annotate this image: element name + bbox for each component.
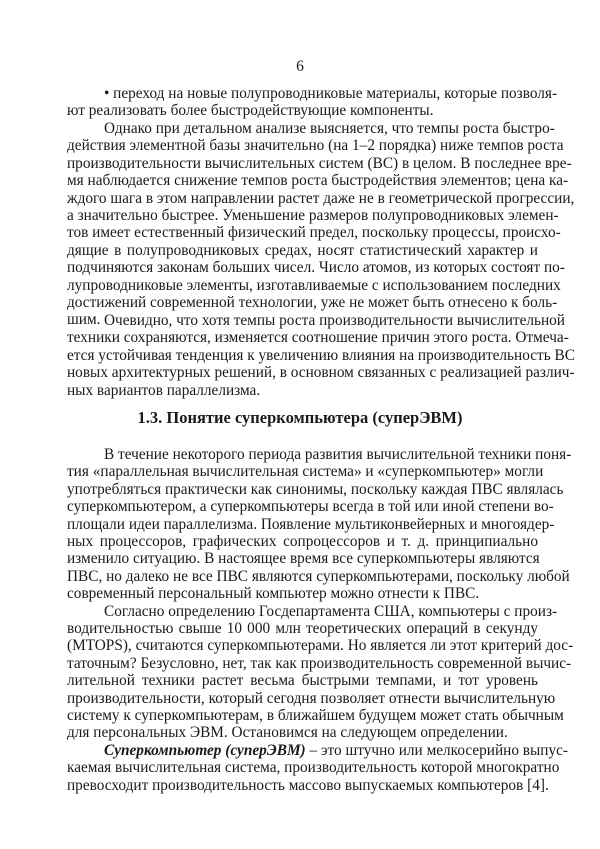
text-line: производительности, который сегодня позволяет отнести вычислительную [67, 689, 556, 707]
text-line: • переход на новые полупроводниковые материалы, которые позволя- [104, 85, 558, 102]
section-heading: 1.3. Понятие суперкомпьютера (суперЭВМ) [137, 408, 463, 427]
text-line: площали идеи параллелизма. Появление мультиконвейерных и многоядер- [67, 515, 555, 533]
text-line: производительности вычислительных систем (ВС) в целом. В последнее вре- [67, 154, 572, 172]
text-line: каемая вычислительная система, производительность которой многократно [67, 759, 560, 777]
text-line: (MTOPS), считаются суперкомпьютерами. Но является ли этот критерий дос- [67, 637, 574, 655]
text-line: шим. [67, 311, 101, 329]
text-line: ют реализовать более быстродействующие компоненты. [67, 102, 434, 120]
text-line: достижений современной технологии, уже не может быть отнесено к боль- [67, 293, 558, 311]
text-line: тия «параллельная вычислительная система» и «суперкомпьютер» могли [67, 463, 544, 481]
text-line: Согласно определению Госдепартамента США, компьютеры с произ- [104, 602, 558, 620]
text-line: действия элементной базы значительно (на 1–2 порядка) ниже темпов роста [67, 137, 564, 155]
paragraph-1 [67, 120, 575, 329]
text-line: ных вариантов параллелизма. [67, 381, 261, 399]
text-line: подчиняются законам больших чисел. Число атомов, из которых состоят по- [67, 259, 565, 277]
text-line: систему к суперкомпьютерам, в ближайшем будущем может стать обычным [67, 706, 564, 724]
text-line: а значительно быстрее. Уменьшение размеров полупроводниковых элемен- [67, 206, 559, 224]
text-line: превосходит производительность массово выпускаемых компьютеров [4]. [67, 776, 549, 794]
text-line: ПВС, но далеко не все ПВС являются суперкомпьютерами, поскольку любой [67, 567, 570, 585]
page-number: 6 [296, 58, 304, 75]
paragraph-definition [67, 741, 569, 794]
text-line: водительностью свыше 10 000 млн теоретических операций в секунду [67, 619, 538, 637]
defined-term: Суперкомпьютер (суперЭВМ) [104, 741, 306, 759]
text-line: таточным? Безусловно, нет, так как производительность современной вычис- [67, 654, 572, 672]
text-line: Очевидно, что хотя темпы роста производительности вычислительной [104, 312, 565, 329]
text-line: изменило ситуацию. В настоящее время все суперкомпьютеры являются [67, 550, 540, 568]
text-line: ждого шага в этом направлении растет даже не в геометрической прогрессии, [67, 189, 575, 207]
text-line: лительной техники растет весьма быстрыми темпами, и тот уровень [67, 672, 538, 690]
text-line: техники сохраняются, изменяется соотношение причин этого роста. Отмеча- [67, 329, 569, 347]
text-line: ется устойчивая тенденция к увеличению влияния на производительность ВС [67, 346, 575, 364]
text-line: В течение некоторого периода развития вычислительной техники поня- [104, 446, 572, 463]
text-line: суперкомпьютером, а суперкомпьютеры всегда в той или иной степени во- [67, 498, 554, 516]
text-line: ных процессоров, графических сопроцессоров и т. д. принципиально [67, 532, 538, 550]
text-line: тов имеет естественный физический предел, поскольку процессы, происхо- [67, 224, 561, 242]
text-line: употребляться практически как синонимы, поскольку каждая ПВС являлась [67, 480, 564, 498]
text-line: новых архитектурных решений, в основном связанных с реализацией различ- [67, 364, 575, 382]
text-line: современный персональный компьютер можно отнести к ПВС. [67, 585, 480, 603]
paragraph-2 [67, 312, 575, 399]
text-line: Однако при детальном анализе выясняется, что темпы роста быстро- [104, 120, 555, 137]
paragraph-bullet [67, 85, 558, 120]
text-span: – это штучно или мелкосерийно выпус- [305, 741, 569, 759]
text-line: дящие в полупроводниковых средах, носят статистический характер и [67, 241, 538, 259]
text-line: мя наблюдается снижение темпов роста быстродействия элементов; цена ка- [67, 172, 569, 190]
text-line: лупроводниковые элементы, изготавливаемые с использованием последних [67, 276, 561, 294]
paragraph-4 [67, 602, 574, 742]
paragraph-3 [67, 446, 572, 603]
text-line: для персональных ЭВМ. Остановимся на следующем определении. [67, 724, 508, 742]
text-line [67, 741, 569, 759]
